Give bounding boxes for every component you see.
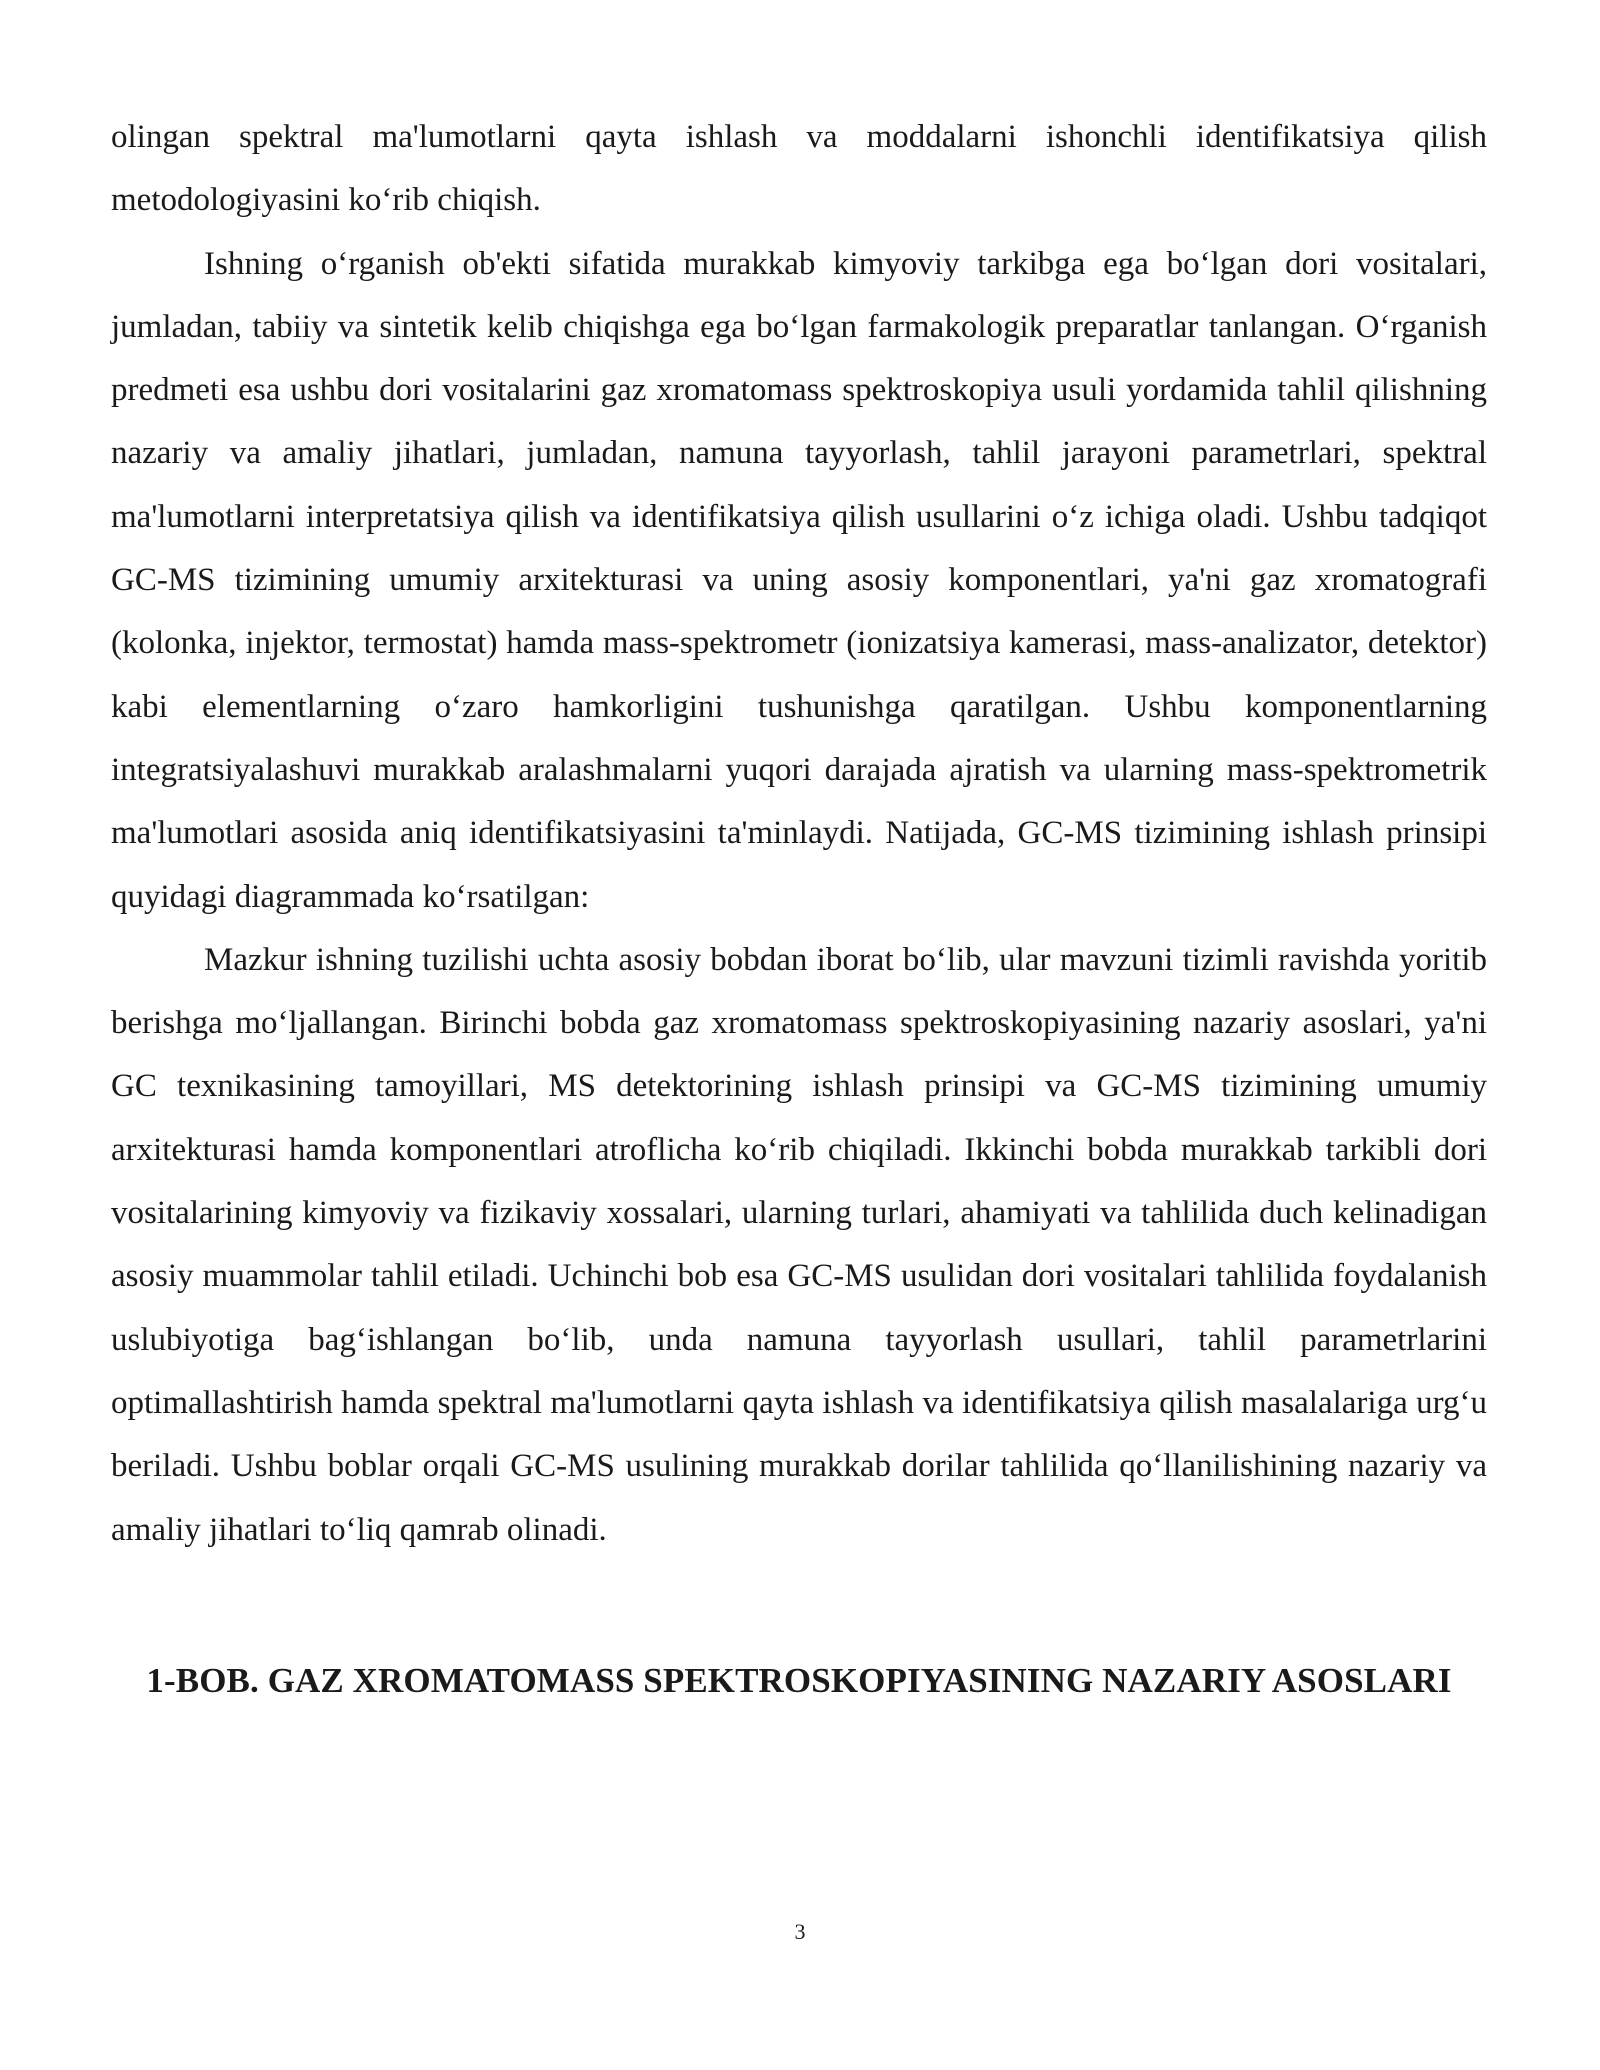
paragraph-work-structure: Mazkur ishning tuzilishi uchta asosiy bobdan iborat bo‘lib, ular mavzuni tizimli ravishda yoritib berishga mo‘ljallangan. Birinchi bobda gaz xromatomass spektroskopiyasining nazariy asoslari, ya'ni GC texnikasining tamoyillari, MS detektorining ishlash prinsipi va GC-MS tizimining umumiy arxitekturasi hamda komponentlari atroflicha ko‘rib chiqiladi. Ikkinchi bobda murakkab tarkibli dori vositalarining kimyoviy va fizikaviy xossalari, ularning turlari, ahamiyati va tahlilida duch kelinadigan asosiy muammolar tahlil etiladi. Uchinchi bob esa GC-MS usulidan dori vositalari tahlilida foydalanish uslubiyotiga bag‘ishlangan bo‘lib, unda namuna tayyorlash usullari, tahlil parametrlarini optimallashtirish hamda spektral ma'lumotlarni qayta ishlash va identifikatsiya qilish masalalariga urg‘u beriladi. Ushbu boblar orqali GC-MS usulining murakkab dorilar tahlilida qo‘llanilishining nazariy va amaliy jihatlari to‘liq qamrab olinadi. [111,941,1487,1548]
paragraph-research-object: Ishning o‘rganish ob'ekti sifatida murakkab kimyoviy tarkibga ega bo‘lgan dori vositalari, jumladan, tabiiy va sintetik kelib chiqishga ega bo‘lgan farmakologik preparatlar tanlangan. O‘rganish predmeti esa ushbu dori vositalarini gaz xromatomass spektroskopiya usuli yordamida tahlil qilishning nazariy va amaliy jihatlari, jumladan, namuna tayyorlash, tahlil jarayoni parametrlari, spektral ma'lumotlarni interpretatsiya qilish va identifikatsiya qilish usullarini o‘z ichiga oladi. Ushbu tadqiqot GC-MS tizimining umumiy arxitekturasi va uning asosiy komponentlari, ya'ni gaz xromatografi (kolonka, injektor, termostat) hamda mass-spektrometr (ionizatsiya kamerasi, mass-analizator, detektor) kabi elementlarning o‘zaro hamkorligini tushunishga qaratilgan. Ushbu komponentlarning integratsiyalashuvi murakkab aralashmalarni yuqori darajada ajratish va ularning mass-spektrometrik ma'lumotlari asosida aniq identifikatsiyasini ta'minlaydi. Natijada, GC-MS tizimining ishlash prinsipi quyidagi diagrammada ko‘rsatilgan: [111,245,1487,915]
page-number: 3 [794,1919,806,1944]
chapter-heading: 1-BOB. GAZ XROMATOMASS SPEKTROSKOPIYASINING NAZARIY ASOSLARI [146,1660,1452,1700]
paragraph-continuation: olingan spektral ma'lumotlarni qayta ishlash va moddalarni ishonchli identifikatsiya qilish metodologiyasini ko‘rib chiqish. [111,119,1487,219]
